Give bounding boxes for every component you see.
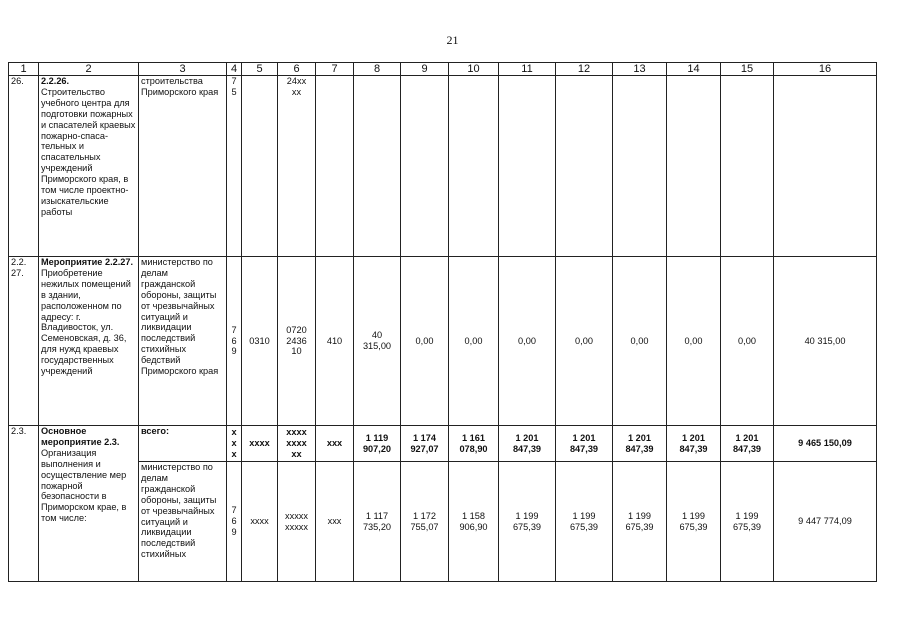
amount-cell: 1 201 847,39 [667,426,721,462]
amount-cell: 1 201 847,39 [721,426,774,462]
amount-cell: 1 199 675,39 [556,462,613,582]
header-cell: 7 [316,63,354,76]
header-cell: 13 [613,63,667,76]
amount-cell: 0,00 [449,257,499,426]
amount-cell: 1 174 927,07 [401,426,449,462]
amount-cell [499,76,556,257]
amount-cell: 1 161 078,90 [449,426,499,462]
header-cell: 3 [139,63,227,76]
header-cell: 9 [401,63,449,76]
section-code: хххх [242,462,278,582]
table-row [9,426,877,462]
target-article-code: 0720 2436 10 [278,257,316,426]
measure-code: 2.2.26. [41,76,70,86]
amount-cell: 0,00 [613,257,667,426]
measure-name-cell [39,426,139,582]
amount-cell [613,76,667,257]
amount-cell: 1 158 906,90 [449,462,499,582]
header-cell: 15 [721,63,774,76]
amount-cell: 0,00 [499,257,556,426]
measure-description: Строительство учебного центра для подготовки пожарных и спасателей краевых пожарно-спаса-тельных и спасательных учреждений Приморского края, в том числе проектно-изыскательские работы [41,86,136,217]
measure-name-cell [39,76,139,257]
expense-type [316,76,354,257]
row-number: 2.2. 27. [9,257,39,426]
amount-cell [556,76,613,257]
budget-table [8,62,877,582]
amount-cell: 0,00 [556,257,613,426]
amount-cell [667,76,721,257]
total-cell: 9 465 150,09 [774,426,877,462]
header-cell: 4 [227,63,242,76]
header-cell: 2 [39,63,139,76]
header-row [9,63,877,76]
grbs-code: 7 5 [227,76,242,257]
measure-name-cell [39,257,139,426]
expense-type: 410 [316,257,354,426]
row-number: 2.3. [9,426,39,582]
header-cell: 10 [449,63,499,76]
amount-cell: 1 199 675,39 [499,462,556,582]
executor-cell: министерство по делам гражданской обороны, защиты от чрезвычайных ситуаций и ликвидации последствий стихийных [139,462,227,582]
measure-code: Основное мероприятие 2.3. [41,426,120,447]
target-article-code: 24хх хх [278,76,316,257]
amount-cell: 1 201 847,39 [613,426,667,462]
section-code [242,76,278,257]
amount-cell: 0,00 [401,257,449,426]
amount-cell: 1 201 847,39 [499,426,556,462]
executor-cell: министерство по делам гражданской обороны, защиты от чрезвычайных ситуаций и ликвидации последствий стихийных бедствий Приморского края [139,257,227,426]
table-row [9,462,877,582]
header-cell: 14 [667,63,721,76]
header-cell: 8 [354,63,401,76]
amount-cell [721,76,774,257]
amount-cell: 1 199 675,39 [721,462,774,582]
grbs-code: х х х [227,426,242,462]
grbs-code: 7 6 9 [227,462,242,582]
page-number: 21 [446,33,459,47]
amount-cell: 1 172 755,07 [401,462,449,582]
amount-cell: 1 119 907,20 [354,426,401,462]
header-cell: 1 [9,63,39,76]
amount-cell: 0,00 [721,257,774,426]
amount-cell [354,76,401,257]
header-cell: 5 [242,63,278,76]
total-cell: 40 315,00 [774,257,877,426]
target-article-code: хххх хххх хх [278,426,316,462]
amount-cell: 1 117 735,20 [354,462,401,582]
row-number: 26. [9,76,39,257]
header-cell: 12 [556,63,613,76]
amount-cell: 1 199 675,39 [667,462,721,582]
expense-type: ххх [316,426,354,462]
total-cell [774,76,877,257]
executor-cell: строительства Приморского края [139,76,227,257]
total-cell: 9 447 774,09 [774,462,877,582]
target-article-code: ххххх ххххх [278,462,316,582]
header-cell: 11 [499,63,556,76]
section-code: хххх [242,426,278,462]
section-code: 0310 [242,257,278,426]
measure-code: Мероприятие 2.2.27. [41,257,134,267]
amount-cell: 1 199 675,39 [613,462,667,582]
table-row [9,257,877,426]
expense-type: ххх [316,462,354,582]
amount-cell: 1 201 847,39 [556,426,613,462]
amount-cell [449,76,499,257]
amount-cell: 40 315,00 [354,257,401,426]
executor-cell: всего: [139,426,227,462]
header-cell: 16 [774,63,877,76]
table-row [9,76,877,257]
measure-description: Приобретение нежилых помещений в здании, расположенном по адресу: г. Владивосток, ул. Семеновская, д. 36, для нужд краевых государственных учреждений [41,267,131,377]
grbs-code: 7 6 9 [227,257,242,426]
header-cell: 6 [278,63,316,76]
measure-description: Организация выполнения и осуществление мер пожарной безопасности в Приморском крае, в том числе: [41,447,127,524]
amount-cell: 0,00 [667,257,721,426]
amount-cell [401,76,449,257]
